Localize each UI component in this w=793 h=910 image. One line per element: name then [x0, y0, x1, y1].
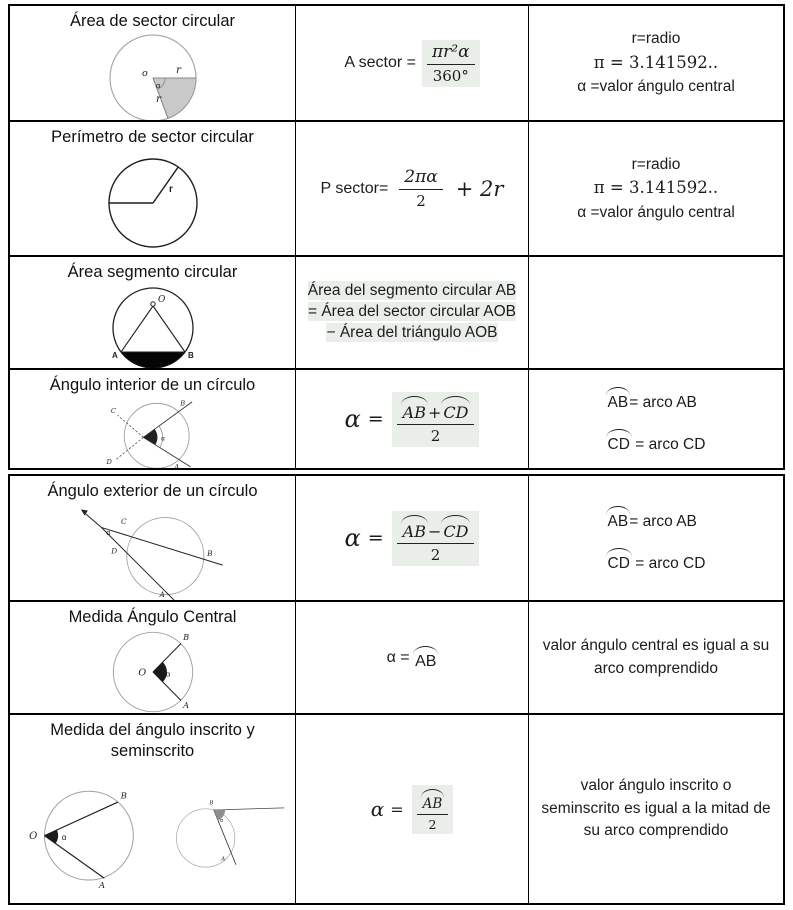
cell-notes [529, 370, 783, 468]
cell-notes [529, 476, 783, 600]
notes [577, 153, 735, 224]
formula-table-top [8, 4, 785, 470]
cell-title-diagram [10, 370, 296, 468]
cell-title-diagram [10, 122, 296, 255]
denominator: 360° [432, 66, 469, 85]
chord-line [121, 306, 153, 352]
row-title: Área de sector circular [69, 12, 236, 30]
row-title: Ángulo exterior de un círculo [47, 482, 258, 500]
cell-title-diagram [10, 602, 296, 713]
row-title: Medida del ángulo inscrito y seminscrito [50, 721, 255, 760]
formula [345, 511, 480, 566]
cell-title-diagram [10, 257, 296, 368]
exterior-angle-icon [38, 502, 268, 600]
point-label: B [182, 631, 189, 642]
cell-formula [296, 6, 529, 120]
cell-formula [296, 257, 529, 368]
point-label: A [182, 699, 189, 710]
formula-text: Área del segmento circular AB = Área del sector circular AOB − Área del triángulo AOB [307, 282, 517, 341]
note-line: π = 3.141592.. [593, 52, 719, 72]
equals-sign: = [367, 408, 384, 430]
radius-label: r [168, 184, 173, 196]
point-label: B [206, 548, 213, 558]
alpha-label: α [61, 833, 66, 843]
row-title: Medida Ángulo Central [68, 608, 237, 626]
cell-notes-empty [529, 257, 783, 368]
radius-line [153, 167, 178, 203]
dashed-line [117, 415, 143, 437]
note-line: π = 3.141592.. [593, 178, 719, 198]
alpha-symbol: α [386, 648, 396, 666]
angle-wedge [143, 429, 157, 445]
arc-ab: AB [607, 512, 629, 530]
table-row-segment-area [10, 257, 783, 370]
row-title: Perímetro de sector circular [51, 128, 254, 146]
central-angle-icon [63, 628, 243, 713]
interior-angle-icon [48, 396, 258, 468]
formula [321, 165, 504, 212]
central-angle-diagram [63, 628, 243, 713]
point-label: B [187, 350, 194, 360]
cell-formula [296, 602, 529, 713]
ray-line [83, 511, 101, 527]
fraction [412, 785, 454, 834]
inscribed-angle-icon [20, 769, 156, 895]
table-row-exterior-angle [10, 476, 783, 602]
arc-cd: CD [607, 554, 630, 572]
arc-cd: CD [443, 402, 469, 422]
formula-suffix: + 2r [455, 176, 504, 201]
equals-sign: = [367, 527, 384, 549]
center-point [150, 301, 154, 305]
arc-ab: AB [422, 795, 443, 812]
alpha-symbol: α [370, 797, 385, 821]
notes [607, 385, 706, 454]
note-text: valor ángulo inscrito o seminscrito es igual a la mitad de su arco comprendido [541, 777, 771, 840]
point-label: B [208, 800, 213, 807]
circle-outline [176, 809, 234, 867]
circle-segment-icon [68, 283, 238, 368]
fraction [392, 511, 480, 566]
fraction [392, 392, 480, 447]
chord-line [44, 836, 104, 879]
alpha-symbol: α [344, 405, 361, 433]
fraction [394, 165, 447, 212]
equals-sign: = [400, 648, 410, 666]
notes [607, 504, 706, 573]
denominator: 2 [430, 426, 441, 445]
fraction [422, 40, 480, 87]
point-label: D [110, 546, 117, 556]
numerator [397, 394, 475, 425]
plus-op: + [427, 402, 442, 422]
interior-angle-diagram [48, 396, 258, 468]
alpha-label: α [105, 529, 110, 537]
alpha-label: α [155, 80, 160, 90]
denominator: 2 [430, 545, 441, 564]
arc-ab: AB [607, 393, 629, 411]
numerator [397, 513, 475, 544]
arc-ab: AB [415, 653, 437, 670]
radius-label: r [175, 63, 181, 76]
sector-perimeter-diagram [68, 148, 238, 255]
row-title: Ángulo interior de un círculo [49, 376, 256, 394]
cell-formula [296, 715, 529, 903]
cell-title-diagram [10, 476, 296, 600]
alpha-label: α [219, 818, 223, 825]
inscribed-angle-diagrams [20, 761, 286, 903]
exterior-angle-diagram [38, 502, 268, 600]
point-label: D [106, 457, 112, 466]
note-line: AB= arco AB [607, 512, 697, 530]
secant-line [101, 527, 177, 600]
alpha-label: α [165, 668, 170, 678]
cell-title-diagram [10, 6, 296, 120]
note-line: CD = arco CD [607, 435, 706, 453]
minus-op: − [427, 521, 442, 541]
numerator: 2πα [399, 167, 442, 190]
note-line: α =valor ángulo central [577, 78, 735, 96]
center-label: o [141, 67, 148, 79]
denominator: 2 [428, 816, 437, 832]
arc-cd: CD [607, 435, 630, 453]
shaded-segment [121, 352, 185, 368]
arc-ab: AB [402, 402, 426, 422]
point-label: C [120, 516, 127, 526]
secant-line [143, 434, 190, 467]
alpha-symbol: α [344, 524, 361, 552]
point-label: A [111, 350, 118, 360]
cell-formula [296, 370, 529, 468]
radius-label: r [155, 92, 161, 105]
point-label: A [173, 462, 179, 468]
sector-area-diagram [58, 32, 248, 120]
numerator [417, 787, 449, 815]
cell-notes [529, 602, 783, 713]
circle-sector-icon [68, 151, 238, 251]
point-label: A [220, 856, 225, 863]
numerator: πr²α [427, 42, 475, 65]
arc-cd: CD [443, 521, 469, 541]
semi-inscribed-angle-icon [158, 769, 286, 895]
cell-notes [529, 715, 783, 903]
cell-formula [296, 476, 529, 600]
table-row-interior-angle [10, 370, 783, 468]
formula [345, 392, 480, 447]
cell-formula [296, 122, 529, 255]
table-row-central-angle [10, 602, 783, 715]
equals-sign: = [390, 799, 404, 819]
note-line: r=radio [631, 155, 681, 173]
cell-notes [529, 6, 783, 120]
alpha-label: α [160, 434, 165, 442]
point-label: A [98, 881, 105, 892]
point-label: B [120, 791, 127, 802]
note-line: CD = arco CD [607, 554, 706, 572]
note-line: α =valor ángulo central [577, 203, 735, 221]
table-row-inscribed-angle [10, 715, 783, 903]
formula [387, 644, 438, 671]
circular-segment-diagram [68, 283, 238, 368]
chord-line [153, 306, 185, 352]
cell-notes [529, 122, 783, 255]
point-label: B [179, 399, 185, 408]
formula-table-bottom [8, 474, 785, 905]
arc-ab: AB [402, 521, 426, 541]
table-row-perimeter-sector [10, 122, 783, 257]
angle-wedge [153, 662, 167, 682]
center-label: O [28, 831, 37, 843]
formula-prefix: A sector = [344, 54, 416, 71]
note-text: valor ángulo central es igual a su arco comprendido [542, 637, 770, 677]
cell-title-diagram [10, 715, 296, 903]
dashed-line [116, 437, 143, 459]
note-line: AB= arco AB [607, 393, 697, 411]
notes [577, 27, 735, 98]
table-row-area-sector [10, 6, 783, 122]
denominator: 2 [416, 192, 426, 210]
formula-prefix: P sector= [320, 179, 389, 197]
formula [371, 785, 454, 834]
center-label: O [157, 294, 165, 305]
row-title: Área segmento circular [67, 263, 238, 281]
note-line: r=radio [631, 30, 681, 48]
center-label: O [137, 667, 146, 679]
formula [344, 40, 479, 87]
chord-line [44, 802, 117, 836]
point-label: A [159, 589, 165, 599]
circle-sector-icon [58, 32, 248, 120]
point-label: C [110, 406, 116, 415]
